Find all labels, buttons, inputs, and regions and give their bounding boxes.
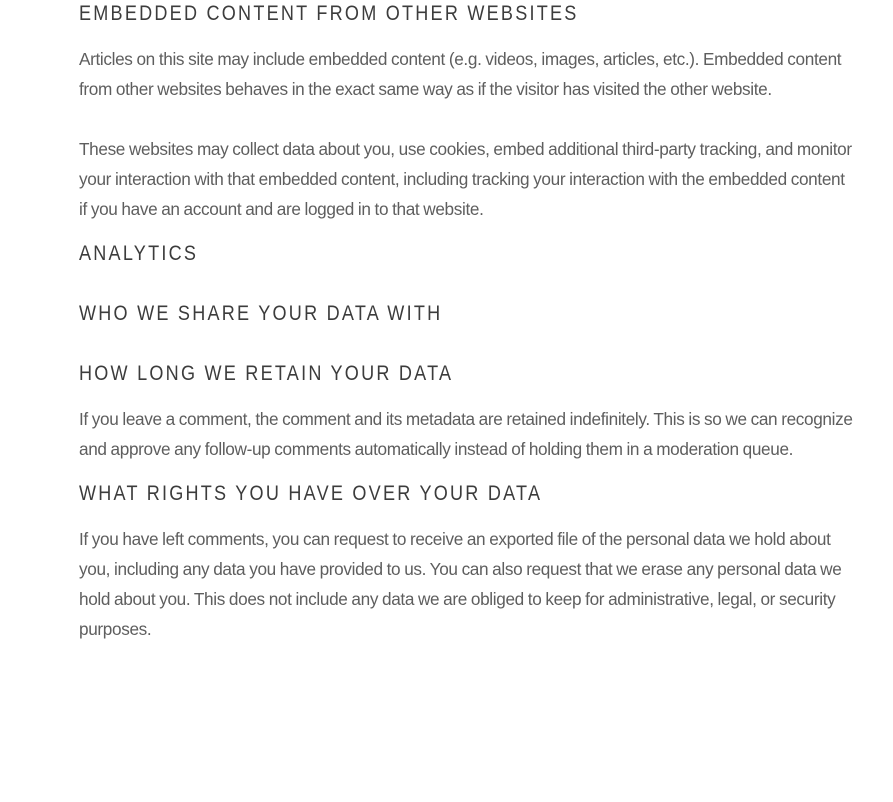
privacy-policy-content [79, 0, 854, 674]
paragraph-embedded-content-2: These websites may collect data about you, use cookies, embed additional third-party tracking, and monitor your interaction with that embedded content, including tracking your interaction with the embedded content if you have an account and are logged in to that website. [79, 139, 852, 219]
paragraph-data-retention: If you leave a comment, the comment and its metadata are retained indefinitely. This is so we can recognize and approve any follow-up comments automatically instead of holding them in a moderation queue. [79, 409, 853, 459]
paragraph-data-rights: If you have left comments, you can request to receive an exported file of the personal data we hold about you, including any data you have provided to us. You can also request that we erase any personal data we hold about you. This does not include any data we are obliged to keep for administrative, legal, or security purposes. [79, 529, 842, 639]
paragraph-embedded-content-1: Articles on this site may include embedded content (e.g. videos, images, articles, etc.). Embedded content from other websites behaves in the exact same way as if the visitor has visited the other website. [79, 49, 842, 99]
heading-how-long-we-retain-data: HOW LONG WE RETAIN YOUR DATA [79, 362, 454, 385]
heading-rights-over-data: WHAT RIGHTS YOU HAVE OVER YOUR DATA [79, 482, 543, 505]
heading-analytics: ANALYTICS [79, 242, 199, 265]
heading-embedded-content: EMBEDDED CONTENT FROM OTHER WEBSITES [79, 2, 579, 25]
heading-who-we-share-data-with: WHO WE SHARE YOUR DATA WITH [79, 302, 443, 325]
